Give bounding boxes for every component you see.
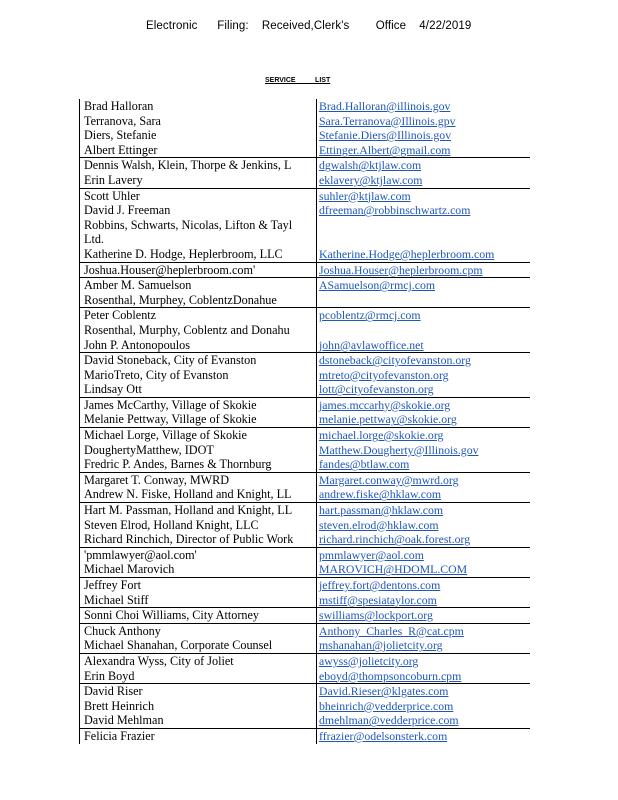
email-link [316, 218, 319, 233]
contact-name: Michael Lorge, Village of Skokie [84, 428, 247, 443]
list-item [80, 99, 530, 114]
contact-name: Rosenthal, Murphey, CoblentzDonahue [84, 292, 277, 307]
contact-name: Richard Rinchich, Director of Public Work [84, 532, 294, 547]
contact-name: David Mehlman [84, 713, 164, 728]
list-item [80, 457, 530, 472]
contact-name: Michael Marovich [84, 562, 175, 577]
list-item [80, 532, 530, 547]
service-group [80, 188, 530, 262]
contact-name: Michael Stiff [84, 592, 149, 607]
list-item [80, 278, 530, 293]
list-item [80, 308, 530, 323]
list-item [80, 684, 530, 699]
contact-name: Amber M. Samuelson [84, 278, 192, 293]
email-link[interactable]: ffrazier@odelsonsterk.com [319, 728, 448, 743]
contact-name: Peter Coblentz [84, 308, 157, 323]
contact-name: Steven Elrod, Holland Knight, LLC [84, 517, 259, 532]
list-item [80, 562, 530, 577]
contact-name: MarioTreto, City of Evanston [84, 367, 229, 382]
email-link[interactable]: fandes@btlaw.com [319, 457, 410, 472]
email-link[interactable]: mtreto@cityofevanston.org [319, 367, 449, 382]
service-group [80, 607, 530, 623]
email-link[interactable]: suhler@ktjlaw.com [319, 188, 411, 203]
email-link [316, 293, 319, 308]
email-link[interactable]: dmehlman@vedderprice.com [319, 713, 459, 728]
email-link[interactable]: Brad.Halloran@illinois.gov [319, 99, 451, 113]
list-item [80, 608, 530, 623]
email-link[interactable]: Matthew.Dougherty@Illinois.gov [319, 442, 479, 457]
contact-name: Chuck Anthony [84, 623, 161, 638]
page-title: SERVICE LIST [265, 77, 331, 84]
list-item [80, 189, 530, 204]
list-item [80, 382, 530, 397]
email-link[interactable]: David.Rieser@klgates.com [319, 684, 449, 699]
email-link[interactable]: lott@cityofevanston.org [319, 382, 434, 397]
email-link[interactable]: dstoneback@cityofevanston.org [319, 353, 471, 368]
contact-name: Brett Heinrich [84, 698, 155, 713]
filing-header: Electronic Filing: Received,Clerk's Office 4/22/2019 [146, 20, 472, 32]
list-item [80, 412, 530, 427]
list-item [80, 578, 530, 593]
email-link[interactable]: richard.rinchich@oak.forest.org [319, 532, 471, 547]
list-item [80, 158, 530, 173]
email-link[interactable]: eboyd@thompsoncoburn.cpm [319, 668, 462, 683]
contact-name: Jeffrey Fort [84, 578, 141, 592]
email-link[interactable]: Anthony_Charles_R@cat.cpm [319, 623, 464, 638]
email-link[interactable]: awyss@jolietcity.org [319, 653, 419, 668]
contact-name: Rosenthal, Murphy, Coblentz and Donahu [84, 322, 290, 337]
service-group [80, 157, 530, 187]
service-group [80, 623, 530, 653]
email-link[interactable]: dgwalsh@ktjlaw.com [319, 158, 422, 173]
email-link[interactable]: pcoblentz@rmcj.com [319, 308, 421, 323]
list-item [80, 368, 530, 383]
list-item [80, 323, 530, 338]
service-group [80, 472, 530, 502]
contact-name: Terranova, Sara [84, 113, 161, 128]
email-link[interactable]: mstiff@spesiataylor.com [319, 592, 437, 607]
email-link[interactable]: melanie.pettway@skokie.org [319, 412, 457, 427]
contact-name: Diers, Stefanie [84, 128, 157, 143]
list-item [80, 173, 530, 188]
list-item [80, 699, 530, 714]
service-group [80, 262, 530, 278]
contact-name: David Riser [84, 684, 143, 699]
list-item [80, 503, 530, 518]
service-group [80, 99, 530, 157]
contact-name: Michael Shanahan, Corporate Counsel [84, 638, 273, 653]
list-item [80, 518, 530, 533]
email-link[interactable]: MAROVICH@HDOML.COM [319, 562, 468, 577]
list-item [80, 218, 530, 233]
service-group [80, 427, 530, 472]
email-link[interactable]: hart.passman@hklaw.com [319, 503, 444, 518]
list-item [80, 263, 530, 278]
contact-name: Hart M. Passman, Holland and Knight, LL [84, 503, 293, 518]
list-item [80, 443, 530, 458]
list-item [80, 143, 530, 158]
list-item [80, 128, 530, 143]
service-list-table [79, 99, 530, 744]
contact-name: John P. Antonopoulos [84, 337, 190, 352]
contact-name: Ltd. [84, 232, 104, 247]
list-item [80, 548, 530, 563]
list-item [80, 638, 530, 653]
email-link[interactable]: steven.elrod@hklaw.com [319, 517, 439, 532]
list-item [80, 203, 530, 218]
contact-name: Erin Lavery [84, 172, 143, 187]
email-link[interactable]: james.mccarhy@skokie.org [319, 397, 451, 412]
contact-name: DoughertyMatthew, IDOT [84, 442, 214, 457]
email-link[interactable]: michael.lorge@skokie.org [319, 428, 444, 443]
contact-name: Alexandra Wyss, City of Joliet [84, 653, 234, 668]
service-group [80, 397, 530, 427]
list-item [80, 473, 530, 488]
contact-name: Robbins, Schwarts, Nicolas, Lifton & Tayl [84, 217, 293, 232]
email-link[interactable]: mshanahan@jolietcity.org [319, 638, 443, 653]
contact-name: Katherine D. Hodge, Heplerbroom, LLC [84, 246, 283, 261]
service-group [80, 728, 530, 744]
email-link[interactable]: pmmlawyer@aol.com [319, 547, 424, 562]
email-link[interactable]: Katherine.Hodge@heplerbroom.com [319, 246, 495, 261]
contact-name: Brad Halloran [84, 99, 154, 113]
list-item [80, 669, 530, 684]
service-group [80, 307, 530, 352]
contact-name: 'pmmlawyer@aol.com' [84, 547, 197, 562]
email-link[interactable]: eklavery@ktjlaw.com [319, 172, 423, 187]
list-item [80, 247, 530, 262]
email-link[interactable]: swilliams@lockport.org [319, 608, 433, 623]
email-link[interactable]: john@avlawoffice.net [319, 337, 424, 352]
contact-name: Felicia Frazier [84, 728, 155, 743]
contact-name: David Stoneback, City of Evanston [84, 353, 257, 368]
list-item [80, 729, 530, 744]
email-link[interactable]: dfreeman@robbinschwartz.com [319, 203, 471, 218]
service-group [80, 352, 530, 397]
list-item [80, 398, 530, 413]
service-group [80, 277, 530, 307]
contact-name: Erin Boyd [84, 668, 135, 683]
email-link[interactable]: jeffrey.fort@dentons.com [319, 578, 441, 592]
service-group [80, 577, 530, 607]
contact-name: David J. Freeman [84, 203, 171, 218]
contact-name: Sonni Choi Williams, City Attorney [84, 608, 259, 623]
list-item [80, 713, 530, 728]
email-link[interactable]: bheinrich@vedderprice.com [319, 698, 454, 713]
contact-name: Melanie Pettway, Village of Skokie [84, 412, 257, 427]
email-link[interactable]: Sara.Terranova@Illinois.gpv [319, 113, 456, 128]
email-link[interactable]: andrew.fiske@hklaw.com [319, 487, 442, 502]
contact-name: Margaret T. Conway, MWRD [84, 472, 230, 487]
service-group [80, 653, 530, 683]
contact-name: Dennis Walsh, Klein, Thorpe & Jenkins, L [84, 158, 292, 173]
service-group [80, 547, 530, 577]
contact-name: Lindsay Ott [84, 382, 142, 397]
email-link[interactable]: Margaret.conway@mwrd.org [319, 472, 459, 487]
list-item [80, 293, 530, 308]
email-link[interactable]: ASamuelson@rmcj.com [319, 278, 436, 293]
list-item [80, 428, 530, 443]
email-link[interactable]: Stefanie.Diers@Illinois.gov [319, 128, 452, 143]
list-item [80, 353, 530, 368]
email-link [316, 323, 319, 338]
contact-name: Andrew N. Fiske, Holland and Knight, LL [84, 487, 292, 502]
email-link[interactable]: Joshua.Houser@heplerbroom.cpm [319, 262, 483, 277]
list-item [80, 593, 530, 608]
service-group [80, 502, 530, 547]
email-link [316, 232, 319, 247]
email-link[interactable]: Ettinger.Albert@gmail.com [319, 142, 451, 157]
contact-name: James McCarthy, Village of Skokie [84, 397, 257, 412]
service-group [80, 683, 530, 728]
list-item [80, 338, 530, 353]
contact-name: Fredric P. Andes, Barnes & Thornburg [84, 457, 272, 472]
contact-name: Joshua.Houser@heplerbroom.com' [84, 262, 256, 277]
list-item [80, 232, 530, 247]
list-item [80, 624, 530, 639]
contact-name: Albert Ettinger [84, 142, 158, 157]
contact-name: Scott Uhler [84, 188, 140, 203]
list-item [80, 487, 530, 502]
list-item [80, 654, 530, 669]
list-item [80, 114, 530, 129]
